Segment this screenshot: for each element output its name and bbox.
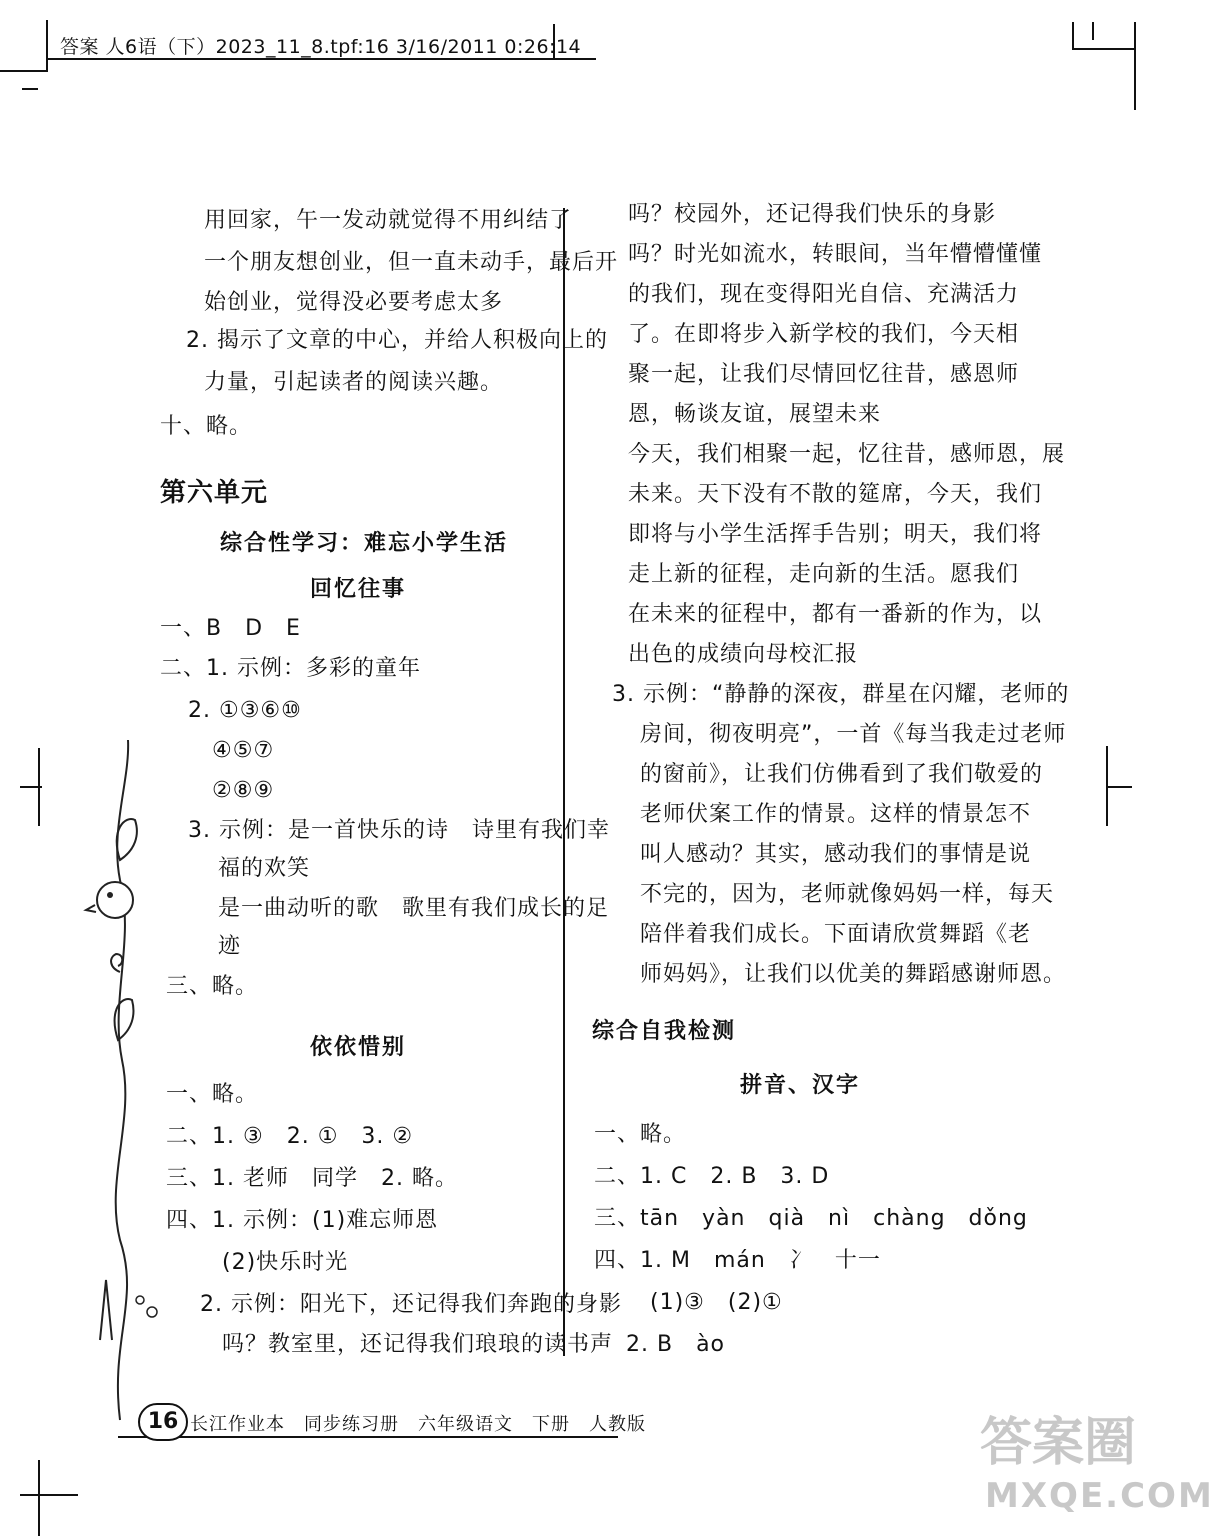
text-line: 一个朋友想创业，但一直未动手，最后开 xyxy=(204,250,619,275)
answer-line: 三、tān yàn qià nì chàng dǒng xyxy=(594,1206,1028,1231)
crop-mark xyxy=(38,1460,40,1536)
text-line: 师妈妈》，让我们以优美的舞蹈感谢师恩。 xyxy=(640,962,1067,987)
text-line: 即将与小学生活挥手告别；明天，我们将 xyxy=(628,522,1043,547)
answer-line: 二、1. ③ 2. ① 3. ② xyxy=(166,1124,414,1149)
unit-title: 第六单元 xyxy=(160,478,269,508)
text-line: 福的欢笑 xyxy=(218,856,311,881)
footer-book-title: 长江作业本 同步练习册 六年级语文 下册 人教版 xyxy=(190,1414,646,1435)
text-line: 聚一起，让我们尽情回忆往昔，感恩师 xyxy=(628,362,1020,387)
watermark-logo: 答案圈 xyxy=(980,1413,1137,1473)
answer-line: (2)快乐时光 xyxy=(222,1250,349,1275)
answer-line: 2. 示例：阳光下，还记得我们奔跑的身影 xyxy=(200,1292,622,1317)
crop-mark xyxy=(1106,786,1132,788)
answer-line: 3. 示例：“静静的深夜，群星在闪耀，老师的 xyxy=(612,682,1070,707)
answer-line: 三、略。 xyxy=(166,974,259,999)
subsection-title: 依依惜别 xyxy=(310,1035,407,1060)
text-line: 的窗前》，让我们仿佛看到了我们敬爱的 xyxy=(640,762,1044,787)
text-line: 恩，畅谈友谊，展望未来 xyxy=(628,402,882,427)
crop-mark xyxy=(0,70,48,72)
text-line: 用回家，午一发动就觉得不用纠结了 xyxy=(204,208,573,233)
text-line: 出色的成绩向母校汇报 xyxy=(628,642,859,667)
crop-mark xyxy=(1092,22,1094,40)
crop-mark xyxy=(1134,22,1136,110)
column-divider xyxy=(563,208,565,1356)
text-line: 吗？校园外，还记得我们快乐的身影 xyxy=(628,202,997,227)
text-line: 未来。天下没有不散的筵席，今天，我们 xyxy=(628,482,1043,507)
text-line: 陪伴着我们成长。下面请欣赏舞蹈《老 xyxy=(640,922,1032,947)
subsection-title: 拼音、汉字 xyxy=(740,1073,861,1098)
answer-line: 2. 揭示了文章的中心，并给人积极向上的 xyxy=(186,328,608,353)
answer-line: 二、1. 示例：多彩的童年 xyxy=(160,656,421,681)
answer-line: 2. B ào xyxy=(626,1332,726,1357)
text-line: 力量，引起读者的阅读兴趣。 xyxy=(204,370,504,395)
text-line: 迹 xyxy=(218,934,242,959)
subsection-title: 回忆往事 xyxy=(310,577,407,602)
footer-rule xyxy=(118,1436,618,1438)
crop-mark xyxy=(1072,22,1074,50)
section-title: 综合自我检测 xyxy=(592,1019,737,1044)
text-line: 走上新的征程，走向新的生活。愿我们 xyxy=(628,562,1020,587)
answer-line: 二、1. C 2. B 3. D xyxy=(594,1164,830,1189)
answer-line: 一、略。 xyxy=(166,1082,259,1107)
text-line: 吗？时光如流水，转眼间，当年懵懵懂懂 xyxy=(628,242,1043,267)
text-line: 房间，彻夜明亮”，一首《每当我走过老师 xyxy=(640,722,1067,747)
crop-mark xyxy=(22,88,38,90)
watermark-url: MXQE.COM xyxy=(985,1476,1214,1516)
answer-line: 四、1. M mán 冫 十一 xyxy=(594,1248,881,1273)
answer-line: 一、略。 xyxy=(594,1122,687,1147)
text-line: 的我们，现在变得阳光自信、充满活力 xyxy=(628,282,1020,307)
text-line: 是一曲动听的歌 歌里有我们成长的足 xyxy=(218,896,610,921)
answer-line: 一、B D E xyxy=(160,616,301,641)
answer-line: (1)③ (2)① xyxy=(650,1290,783,1315)
answer-line: 2. ①③⑥⑩ xyxy=(188,698,302,723)
answer-line: 四、1. 示例：(1)难忘师恩 xyxy=(166,1208,439,1233)
vine-decoration xyxy=(80,740,170,1420)
crop-mark xyxy=(20,786,42,788)
answer-line: ④⑤⑦ xyxy=(212,738,275,763)
crop-mark xyxy=(20,1494,78,1496)
answer-line: 3. 示例：是一首快乐的诗 诗里有我们幸 xyxy=(188,818,610,843)
answer-line: 三、1. 老师 同学 2. 略。 xyxy=(166,1166,458,1191)
page-number: 16 xyxy=(138,1403,188,1441)
section-title: 综合性学习：难忘小学生活 xyxy=(220,531,509,556)
file-header: 答案 人6语（下）2023_11_8.tpf:16 3/16/2011 0:26:14 xyxy=(60,36,582,58)
text-line: 在未来的征程中，都有一番新的作为，以 xyxy=(628,602,1043,627)
text-line: 不完的，因为，老师就像妈妈一样，每天 xyxy=(640,882,1055,907)
text-line: 吗？教室里，还记得我们琅琅的读书声 xyxy=(222,1332,614,1357)
text-line: 始创业，觉得没必要考虑太多 xyxy=(204,290,504,315)
answer-line: ②⑧⑨ xyxy=(212,778,275,803)
text-line: 了。在即将步入新学校的我们，今天相 xyxy=(628,322,1020,347)
crop-mark xyxy=(1072,48,1134,50)
text-line: 老师伏案工作的情景。这样的情景怎不 xyxy=(640,802,1032,827)
text-line: 叫人感动？其实，感动我们的事情是说 xyxy=(640,842,1032,867)
crop-mark xyxy=(46,20,48,72)
text-line: 今天，我们相聚一起，忆往昔，感师恩，展 xyxy=(628,442,1066,467)
answer-line: 十、略。 xyxy=(160,414,253,439)
